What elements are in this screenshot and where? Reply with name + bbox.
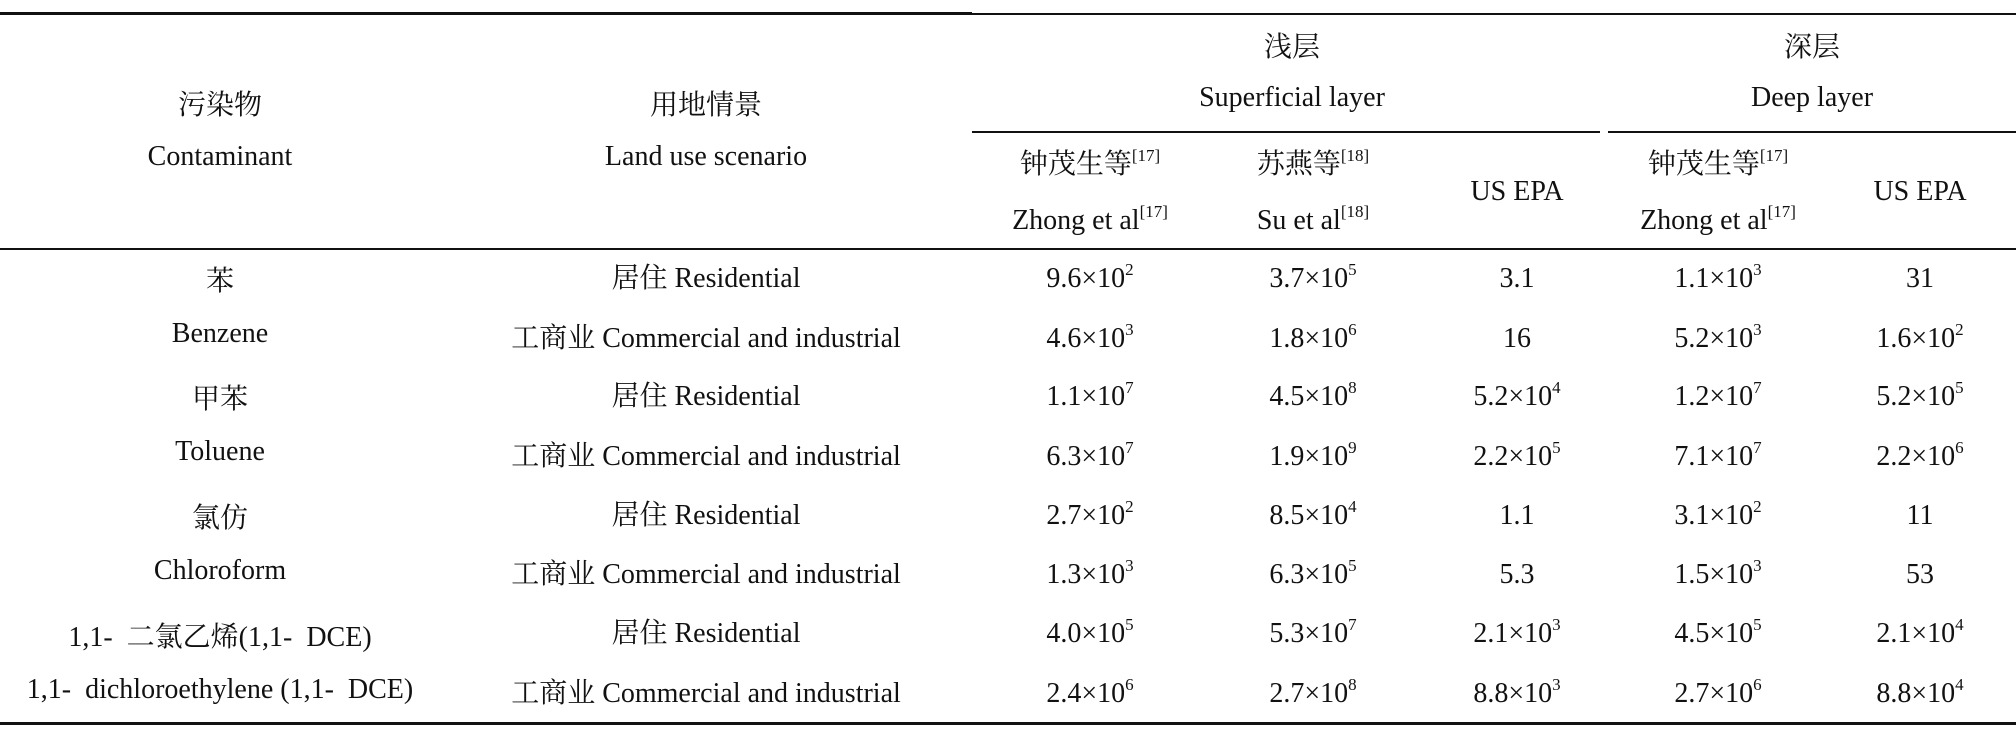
usepa-deep-value-cell: 31 — [1906, 263, 1934, 294]
contaminant-header-cn: 污染物 — [177, 90, 263, 121]
usepa-superficial-value-cell: 3.1 — [1499, 263, 1535, 294]
su-superficial-value-cell: $1.9\times 10^9$ — [1269, 438, 1357, 472]
zhong-superficial-value-cell: $6.3\times 10^7$ — [1046, 438, 1134, 472]
contaminant-1-cn: 苯 — [205, 266, 235, 297]
usepa-superficial-value-cell: 5.3 — [1499, 559, 1535, 590]
deep-header-en: Deep layer — [1750, 82, 1874, 113]
usepa-deep-value-cell: $2.2\times 10^6$ — [1876, 438, 1964, 472]
land-use-scenario-cell: 居住 Residential — [611, 381, 801, 412]
deep-header-cn: 深层 — [1783, 32, 1841, 63]
zhong-superficial-value-cell: $2.7\times 10^2$ — [1046, 497, 1134, 531]
zhong-deep-value-cell: $2.7\times 10^6$ — [1674, 675, 1762, 709]
zhong-deep-value-cell: $1.2\times 10^7$ — [1674, 378, 1762, 412]
zhong-superficial-value-cell: $4.0\times 10^5$ — [1046, 615, 1134, 649]
usepa-deep-value-cell: 11 — [1906, 500, 1934, 531]
contaminant-2-cn: 甲苯 — [191, 384, 249, 415]
zhong-deep-value-cell: $7.1\times 10^7$ — [1674, 438, 1762, 472]
land-use-scenario-cell: 工商业 Commercial and industrial — [511, 559, 901, 590]
usepa-deep-value-cell: $5.2\times 10^5$ — [1876, 378, 1964, 412]
zhong-deep-value-cell: $4.5\times 10^5$ — [1674, 615, 1762, 649]
zhong-deep-value-cell: $1.1\times 10^3$ — [1674, 260, 1762, 294]
zhong-deep-value-cell: $1.5\times 10^3$ — [1674, 556, 1762, 590]
su-superficial-value-cell: $4.5\times 10^8$ — [1269, 378, 1357, 412]
su-superficial-value-cell: $5.3\times 10^7$ — [1269, 615, 1357, 649]
zhong-superficial-value-cell: $2.4\times 10^6$ — [1046, 675, 1134, 709]
su-superficial-value-cell: $8.5\times 10^4$ — [1269, 497, 1357, 531]
usepa-superficial-value-cell: 16 — [1503, 323, 1531, 354]
contaminant-3-en: Chloroform — [153, 555, 287, 586]
usepa-deep-value-cell: 53 — [1906, 559, 1934, 590]
su-superficial-value-cell: $6.3\times 10^5$ — [1269, 556, 1357, 590]
contaminant-4-cn: 1,1- 二氯乙烯(1,1- DCE) — [68, 622, 372, 653]
su-superficial-value-cell: $3.7\times 10^5$ — [1269, 260, 1357, 294]
superficial-header-cn: 浅层 — [1263, 32, 1321, 63]
deep-group-rule — [1608, 131, 2016, 133]
contaminant-2-en: Toluene — [175, 436, 265, 467]
su-header-en: Su et al[18] — [1256, 202, 1370, 236]
zhong-superficial-value-cell: $1.3\times 10^3$ — [1046, 556, 1134, 590]
zhong-header-en: Zhong et al[17] — [1012, 202, 1168, 236]
usepa-deep-header: US EPA — [1873, 176, 1967, 207]
land-use-scenario-cell: 居住 Residential — [611, 618, 801, 649]
usepa-superficial-value-cell: $8.8\times 10^3$ — [1473, 675, 1561, 709]
zhong-deep-value-cell: $5.2\times 10^3$ — [1674, 320, 1762, 354]
superficial-group-rule — [972, 131, 1600, 133]
usepa-superficial-value-cell: 1.1 — [1499, 500, 1535, 531]
su-header-cn: 苏燕等[18] — [1256, 146, 1370, 180]
land-use-scenario-cell: 工商业 Commercial and industrial — [511, 678, 901, 709]
contaminant-4-en: 1,1- dichloroethylene (1,1- DCE) — [26, 674, 414, 705]
zhong-deep-header-en: Zhong et al[17] — [1640, 202, 1796, 236]
zhong-deep-value-cell: $3.1\times 10^2$ — [1674, 497, 1762, 531]
header-rule — [0, 248, 2016, 250]
usepa-superficial-value-cell: $2.1\times 10^3$ — [1473, 615, 1561, 649]
contaminant-3-cn: 氯仿 — [191, 503, 249, 534]
usepa-superficial-value-cell: $5.2\times 10^4$ — [1473, 378, 1561, 412]
top-rule — [0, 12, 972, 15]
land-use-scenario-cell: 工商业 Commercial and industrial — [511, 323, 901, 354]
land-use-scenario-cell: 居住 Residential — [611, 500, 801, 531]
contaminant-1-en: Benzene — [171, 318, 269, 349]
usepa-deep-value-cell: $8.8\times 10^4$ — [1876, 675, 1964, 709]
su-superficial-value-cell: $1.8\times 10^6$ — [1269, 320, 1357, 354]
top-rule-right — [972, 13, 2016, 15]
superficial-header-en: Superficial layer — [1199, 82, 1385, 113]
zhong-deep-header-cn: 钟茂生等[17] — [1647, 146, 1789, 180]
usepa-superficial-header: US EPA — [1470, 176, 1564, 207]
land-use-scenario-cell: 工商业 Commercial and industrial — [511, 441, 901, 472]
usepa-superficial-value-cell: $2.2\times 10^5$ — [1473, 438, 1561, 472]
land-use-header-en: Land use scenario — [604, 141, 808, 172]
zhong-superficial-value-cell: $1.1\times 10^7$ — [1046, 378, 1134, 412]
land-use-scenario-cell: 居住 Residential — [611, 263, 801, 294]
land-use-header-cn: 用地情景 — [649, 90, 763, 121]
su-superficial-value-cell: $2.7\times 10^8$ — [1269, 675, 1357, 709]
bottom-rule — [0, 722, 2016, 725]
zhong-header-cn: 钟茂生等[17] — [1019, 146, 1161, 180]
usepa-deep-value-cell: $1.6\times 10^2$ — [1876, 320, 1964, 354]
contaminant-header-en: Contaminant — [147, 141, 293, 172]
zhong-superficial-value-cell: $4.6\times 10^3$ — [1046, 320, 1134, 354]
usepa-deep-value-cell: $2.1\times 10^4$ — [1876, 615, 1964, 649]
zhong-superficial-value-cell: $9.6\times 10^2$ — [1046, 260, 1134, 294]
